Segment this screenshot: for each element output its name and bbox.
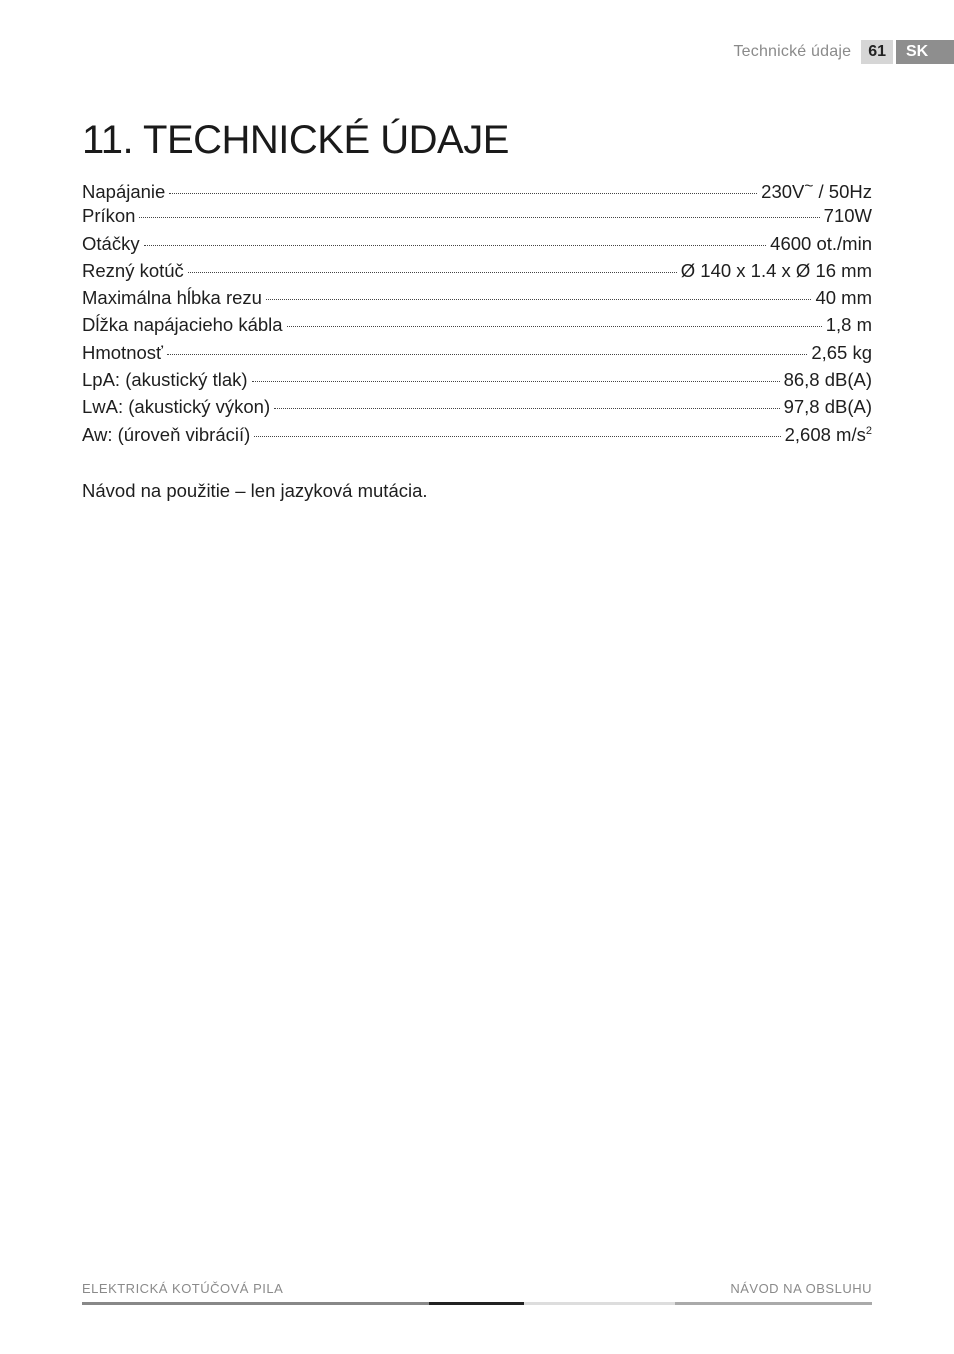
footer-manual-label: NÁVOD NA OBSLUHU — [730, 1281, 872, 1296]
spec-label: Napájanie — [82, 181, 166, 203]
dot-leader — [169, 193, 757, 194]
spec-label: Aw: (úroveň vibrácií) — [82, 423, 251, 445]
page-footer — [82, 1281, 872, 1296]
dot-leader — [167, 354, 807, 355]
dot-leader — [287, 326, 822, 327]
page-number: 61 — [861, 40, 893, 64]
spec-label: Rezný kotúč — [82, 259, 184, 281]
spec-row — [82, 369, 872, 396]
spec-row — [82, 424, 872, 451]
superscript-2: 2 — [865, 424, 872, 437]
spec-label: LwA: (akustický výkon) — [82, 396, 271, 418]
header-section-title: Technické údaje — [733, 43, 852, 60]
spec-row — [82, 205, 872, 232]
spec-value: 86,8 dB(A) — [783, 369, 872, 391]
footer-rule-segment — [675, 1302, 872, 1305]
page-title: 11. TECHNICKÉ ÚDAJE — [82, 118, 509, 162]
spec-list — [82, 178, 872, 451]
spec-label: Príkon — [82, 205, 136, 227]
spec-row — [82, 287, 872, 314]
language-badge: SK — [896, 40, 954, 64]
spec-value: 1,8 m — [825, 314, 872, 336]
spec-value: 2,608 $m/s^2$ — [784, 423, 872, 445]
dot-leader — [188, 272, 677, 273]
dot-leader — [252, 381, 780, 382]
footer-rule-segment — [82, 1302, 429, 1305]
spec-row — [82, 233, 872, 260]
footer-product-name: ELEKTRICKÁ KOTÚČOVÁ PILA — [82, 1281, 284, 1296]
spec-row — [82, 314, 872, 341]
spec-value: 97,8 dB(A) — [783, 396, 872, 418]
tilde-sup: ~ — [804, 178, 814, 195]
spec-value: Ø 140 x 1.4 x Ø 16 mm — [680, 259, 872, 281]
spec-row — [82, 396, 872, 423]
dot-leader — [266, 299, 812, 300]
spec-value: 710W — [823, 205, 872, 227]
footer-rule — [82, 1302, 872, 1305]
spec-row — [82, 342, 872, 369]
spec-row — [82, 178, 872, 205]
dot-leader — [139, 217, 819, 218]
footer-rule-segment — [429, 1302, 524, 1305]
dot-leader — [144, 245, 767, 246]
spec-row — [82, 260, 872, 287]
page-header — [733, 40, 954, 64]
spec-value: 2,65 kg — [811, 341, 872, 363]
dot-leader — [274, 408, 779, 409]
spec-label: Otáčky — [82, 232, 140, 254]
spec-label: Dĺžka napájacieho kábla — [82, 314, 283, 336]
spec-value: 230V~ / 50Hz — [761, 178, 872, 203]
spec-label: Hmotnosť — [82, 341, 163, 363]
dot-leader — [254, 436, 780, 437]
spec-value: 40 mm — [815, 287, 872, 309]
spec-value: 4600 ot./min — [770, 232, 872, 254]
language-note: Návod na použitie – len jazyková mutácia. — [82, 480, 428, 501]
spec-label: Maximálna hĺbka rezu — [82, 287, 262, 309]
footer-rule-segment — [524, 1302, 675, 1305]
spec-label: LpA: (akustický tlak) — [82, 369, 248, 391]
